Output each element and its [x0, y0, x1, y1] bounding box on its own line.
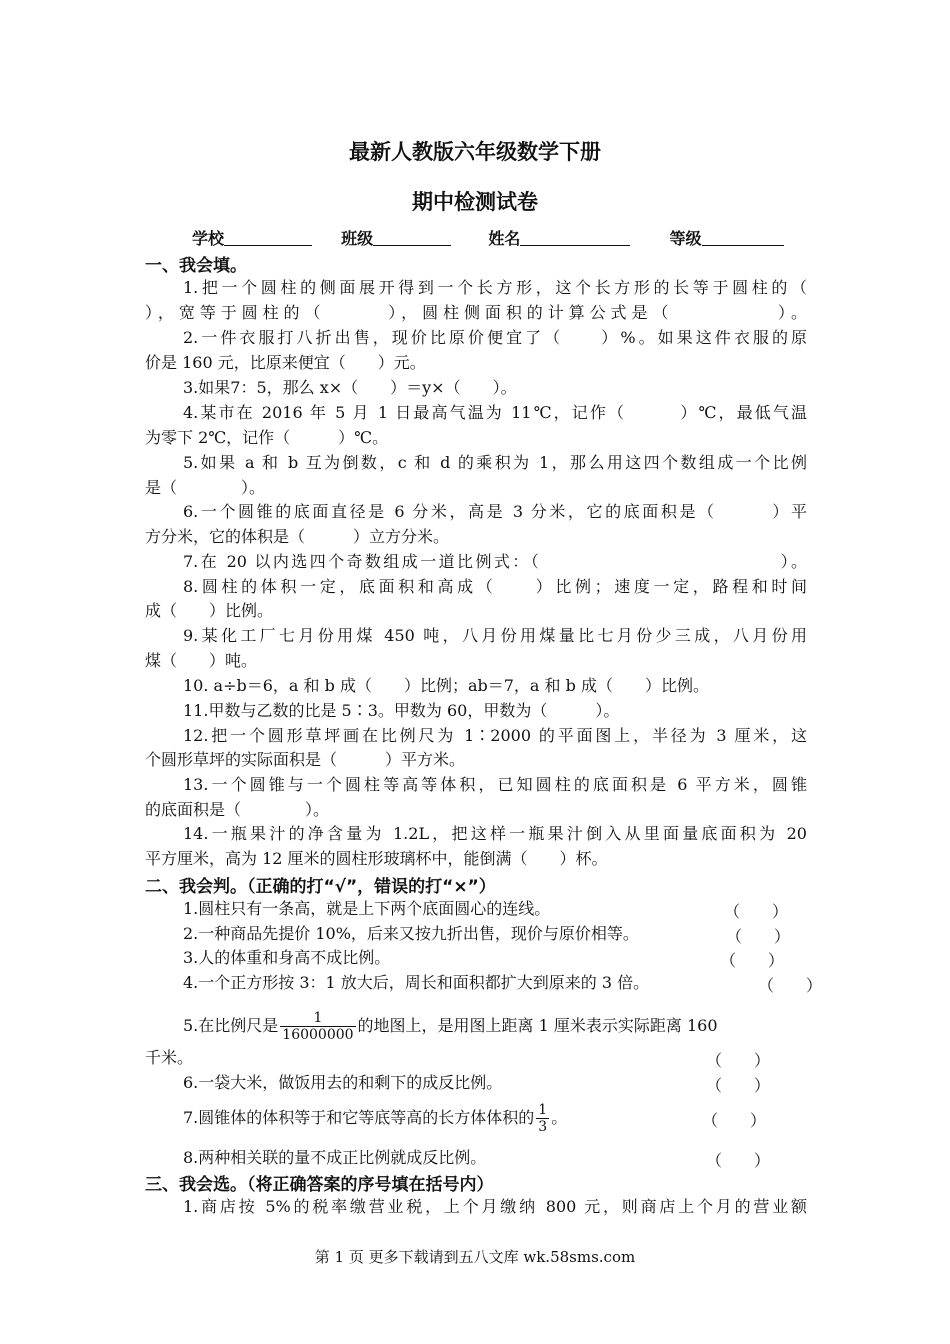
s1-line: 14.一瓶果汁的净含量为 1.2L，把这样一瓶果汁倒入从里面量底面积为 20: [183, 824, 807, 843]
s1-line: 1.把一个圆柱的侧面展开得到一个长方形，这个长方形的长等于圆柱的（: [183, 278, 807, 297]
scale-fraction-denominator: 16000000: [282, 1027, 354, 1043]
s1-line: 价是 160 元，比原来便宜（ ）元。: [145, 353, 426, 372]
s2-q7-after: 。: [551, 1108, 568, 1127]
name-blank[interactable]: [520, 230, 630, 246]
s1-line: 8.圆柱的体积一定，底面积和高成（ ）比例；速度一定，路程和时间: [183, 577, 807, 596]
s1-line: 煤（ ）吨。: [145, 651, 258, 670]
page-footer: 第 1 页 更多下载请到五八文库 wk.58sms.com: [314, 1248, 636, 1266]
s1-line: ），宽等于圆柱的（ ），圆柱侧面积的计算公式是（ ）。: [145, 303, 807, 322]
one-third-denominator: 3: [538, 1119, 548, 1135]
s1-line: 4.某市在 2016 年 5 月 1 日最高气温为 11℃，记作（ ）℃，最低气温: [183, 403, 807, 422]
s1-line: 11.甲数与乙数的比是 5∶3。甲数为 60，甲数为（ ）。: [183, 701, 620, 720]
s2-q3: 3.人的体重和身高不成比例。: [183, 948, 391, 967]
s3-q1: 1.商店按 5%的税率缴营业税，上个月缴纳 800 元，则商店上个月的营业额: [183, 1197, 807, 1216]
s2-q1: 1.圆柱只有一条高，就是上下两个底面圆心的连线。: [183, 899, 551, 918]
s2-q7: [183, 1100, 567, 1136]
grade-blank[interactable]: [702, 230, 784, 246]
section2-heading: 二、我会判。（正确的打“√”，错误的打“×”）: [145, 877, 496, 897]
scale-fraction: [280, 1010, 355, 1043]
s2-q5-before: 5.在比例尺是: [183, 1016, 279, 1035]
s2-q1-answer-paren[interactable]: （ ）: [724, 902, 789, 921]
s2-q8: 8.两种相关联的量不成正比例就成反比例。: [183, 1148, 487, 1167]
s2-q2: 2.一种商品先提价 10%，后来又按九折出售，现价与原价相等。: [183, 924, 639, 943]
name-label: 姓名: [488, 229, 521, 248]
page-title: 最新人教版六年级数学下册: [349, 140, 601, 164]
s2-q5: [183, 1008, 718, 1044]
s1-line: 成（ ）比例。: [145, 601, 274, 620]
s2-q7-before: 7.圆锥体的体积等于和它等底等高的长方体体积的: [183, 1108, 535, 1127]
s1-line: 2.一件衣服打八折出售，现价比原价便宜了（ ）%。如果这件衣服的原: [183, 328, 807, 347]
scale-fraction-numerator: 1: [280, 1010, 355, 1027]
one-third-numerator: 1: [538, 1102, 548, 1118]
s1-line: 10. a÷b＝6，a 和 b 成（ ）比例；ab＝7，a 和 b 成（ ）比例。: [183, 676, 709, 695]
s2-q5-answer-paren[interactable]: （ ）: [706, 1051, 771, 1070]
class-blank[interactable]: [373, 230, 451, 246]
class-label: 班级: [341, 229, 374, 248]
s1-line: 3.如果7：5，那么 x×（ ）＝y×（ ）。: [183, 378, 517, 397]
one-third-fraction: [536, 1102, 549, 1135]
s1-line: 12.把一个圆形草坪画在比例尺为 1∶2000 的平面图上，半径为 3 厘米，这: [183, 726, 807, 745]
s2-q7-answer-paren[interactable]: （ ）: [702, 1111, 767, 1130]
s2-q5-cont: 千米。: [145, 1048, 194, 1067]
s2-q6: 6.一袋大米，做饭用去的和剩下的成反比例。: [183, 1073, 503, 1092]
grade-label: 等级: [669, 229, 702, 248]
student-info-row: [192, 226, 784, 249]
school-label: 学校: [192, 229, 225, 248]
page-subtitle: 期中检测试卷: [412, 190, 538, 214]
s1-line: 的底面积是（ ）。: [145, 800, 330, 819]
s1-line: 为零下 2℃，记作（ ）℃。: [145, 428, 389, 447]
school-blank[interactable]: [224, 230, 312, 246]
section1-heading: 一、我会填。: [145, 256, 247, 276]
s2-q5-after: 的地图上，是用图上距离 1 厘米表示实际距离 160: [357, 1016, 718, 1035]
s1-line: 平方厘米，高为 12 厘米的圆柱形玻璃杯中，能倒满（ ）杯。: [145, 849, 608, 868]
s2-q4-answer-paren[interactable]: （ ）: [758, 976, 823, 995]
s1-line: 13.一个圆锥与一个圆柱等高等体积，已知圆柱的底面积是 6 平方米，圆锥: [183, 775, 807, 794]
s1-line: 个圆形草坪的实际面积是（ ）平方米。: [145, 750, 466, 769]
section3-heading: 三、我会选。（将正确答案的序号填在括号内）: [145, 1175, 494, 1195]
s1-line: 7.在 20 以内选四个奇数组成一道比例式：（ ）。: [183, 552, 807, 571]
s2-q6-answer-paren[interactable]: （ ）: [706, 1076, 771, 1095]
s1-line: 6.一个圆锥的底面直径是 6 分米，高是 3 分米，它的底面积是（ ）平: [183, 502, 807, 521]
s2-q4: 4.一个正方形按 3：1 放大后，周长和面积都扩大到原来的 3 倍。: [183, 973, 650, 992]
s2-q8-answer-paren[interactable]: （ ）: [706, 1151, 771, 1170]
s1-line: 是（ ）。: [145, 478, 266, 497]
s2-q3-answer-paren[interactable]: （ ）: [720, 951, 785, 970]
s2-q2-answer-paren[interactable]: （ ）: [726, 927, 791, 946]
s1-line: 9.某化工厂七月份用煤 450 吨，八月份用煤量比七月份少三成，八月份用: [183, 626, 807, 645]
s1-line: 5.如果 a 和 b 互为倒数，c 和 d 的乘积为 1，那么用这四个数组成一个比例: [183, 453, 807, 472]
s1-line: 方分米，它的体积是（ ）立方分米。: [145, 527, 450, 546]
